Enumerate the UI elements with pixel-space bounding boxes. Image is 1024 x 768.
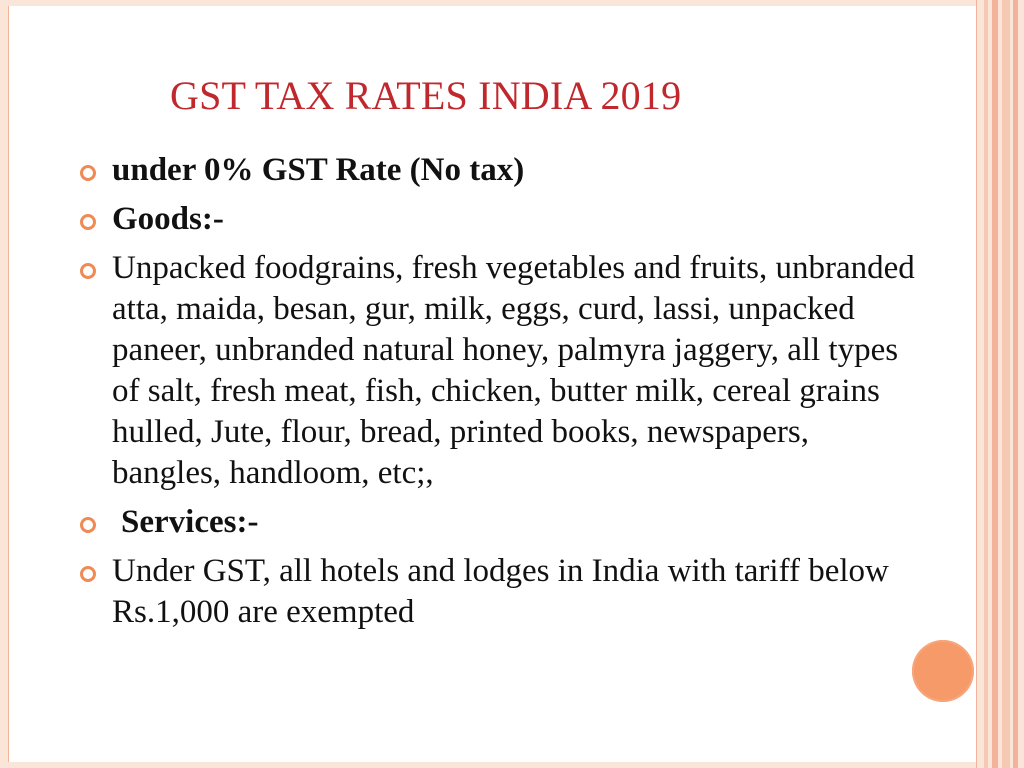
slide-title: GST TAX RATES INDIA 2019 [170, 73, 682, 118]
frame-bottom-border [0, 762, 976, 768]
bullet-ring-icon [80, 263, 96, 279]
frame-top-border [0, 0, 976, 6]
bullet-text: Goods:- [112, 201, 224, 237]
bullet-text: Under GST, all hotels and lodges in India with tariff below Rs.1,000 are exempted [112, 553, 889, 630]
bullet-item [78, 502, 918, 543]
frame-left-border [0, 0, 9, 768]
bullet-item [78, 248, 918, 494]
bullet-text: under 0% GST Rate (No tax) [112, 152, 525, 188]
bullet-ring-icon [80, 566, 96, 582]
bullet-text: Services:- [121, 504, 259, 540]
bullet-item [78, 150, 918, 191]
bullet-item [78, 551, 918, 633]
bullet-list [78, 150, 918, 641]
bullet-item [78, 199, 918, 240]
decorative-circle [912, 640, 974, 702]
bullet-ring-icon [80, 517, 96, 533]
bullet-text: Unpacked foodgrains, fresh vegetables and fruits, unbranded atta, maida, besan, gur, milk, eggs, curd, lassi, unpacked paneer, unbranded natural honey, palmyra jaggery, all types of salt, fresh meat, fish, chicken, butter milk, cereal grains hulled, Jute, flour, bread, printed books, newspapers, bangles, handloom, etc;, [112, 250, 915, 491]
bullet-ring-icon [80, 165, 96, 181]
bullet-ring-icon [80, 214, 96, 230]
